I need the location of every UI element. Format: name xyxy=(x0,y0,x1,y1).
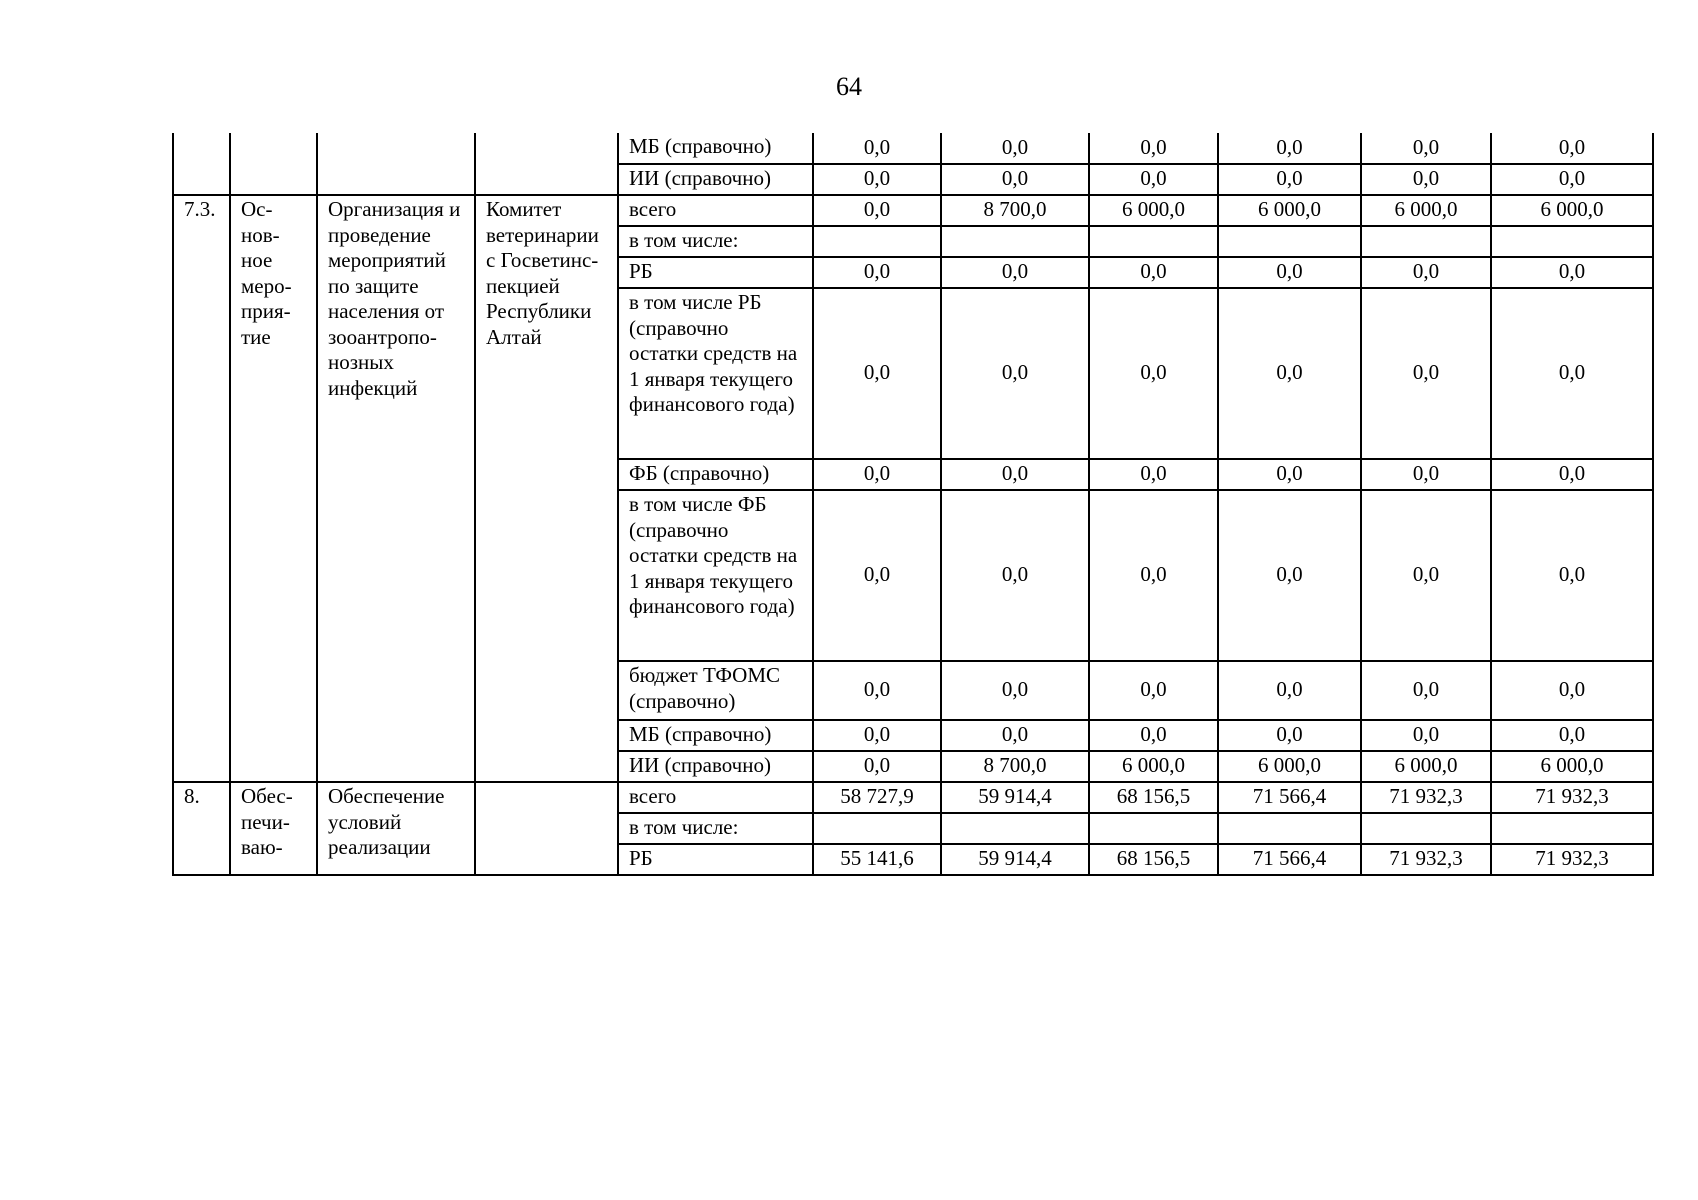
value-cell-year-5: 0,0 xyxy=(1361,459,1491,490)
measure-name-cell: Организация и проведение мероприятий по защите населения от зооантропо-нозных инфекций xyxy=(317,195,475,782)
value-cell-year-2: 59 914,4 xyxy=(941,782,1089,813)
funding-source-cell: всего xyxy=(618,195,813,226)
executor-cell xyxy=(475,782,618,875)
value-cell-year-6: 0,0 xyxy=(1491,720,1653,751)
value-cell-year-4: 0,0 xyxy=(1218,164,1361,195)
value-cell-year-3: 0,0 xyxy=(1089,288,1218,459)
table-row xyxy=(173,782,1653,813)
value-cell-year-3: 0,0 xyxy=(1089,490,1218,661)
value-cell-year-1: 55 141,6 xyxy=(813,844,941,875)
value-cell-year-6 xyxy=(1491,813,1653,844)
value-cell-year-2: 8 700,0 xyxy=(941,751,1089,782)
section-number-cell: 8. xyxy=(173,782,230,875)
value-cell-year-3: 6 000,0 xyxy=(1089,195,1218,226)
funding-source-cell: в том числе: xyxy=(618,813,813,844)
value-cell-year-5: 0,0 xyxy=(1361,133,1491,164)
value-cell-year-3: 0,0 xyxy=(1089,459,1218,490)
funding-source-cell: ФБ (справочно) xyxy=(618,459,813,490)
value-cell-year-2: 0,0 xyxy=(941,257,1089,288)
value-cell-year-3: 0,0 xyxy=(1089,720,1218,751)
value-cell-year-6: 0,0 xyxy=(1491,490,1653,661)
value-cell-year-1: 0,0 xyxy=(813,133,941,164)
funding-source-cell: ИИ (справочно) xyxy=(618,164,813,195)
value-cell-year-2: 0,0 xyxy=(941,720,1089,751)
number-cell xyxy=(173,133,230,195)
value-cell-year-1: 0,0 xyxy=(813,164,941,195)
value-cell-year-6: 0,0 xyxy=(1491,133,1653,164)
executor-cell: Комитет ветеринарии с Госветинс-пекцией Республики Алтай xyxy=(475,195,618,782)
value-cell-year-3 xyxy=(1089,226,1218,257)
value-cell-year-1 xyxy=(813,226,941,257)
funding-source-cell: РБ xyxy=(618,257,813,288)
value-cell-year-4: 0,0 xyxy=(1218,288,1361,459)
value-cell-year-3: 68 156,5 xyxy=(1089,844,1218,875)
value-cell-year-2: 0,0 xyxy=(941,459,1089,490)
value-cell-year-6: 0,0 xyxy=(1491,459,1653,490)
value-cell-year-5: 0,0 xyxy=(1361,720,1491,751)
value-cell-year-3: 6 000,0 xyxy=(1089,751,1218,782)
value-cell-year-5 xyxy=(1361,813,1491,844)
value-cell-year-2: 0,0 xyxy=(941,490,1089,661)
section-number-cell: 7.3. xyxy=(173,195,230,782)
value-cell-year-4: 0,0 xyxy=(1218,661,1361,720)
value-cell-year-6: 6 000,0 xyxy=(1491,195,1653,226)
value-cell-year-3: 0,0 xyxy=(1089,164,1218,195)
value-cell-year-6: 71 932,3 xyxy=(1491,782,1653,813)
value-cell-year-4: 0,0 xyxy=(1218,720,1361,751)
value-cell-year-2: 59 914,4 xyxy=(941,844,1089,875)
table-row xyxy=(173,133,1653,164)
value-cell-year-2: 0,0 xyxy=(941,133,1089,164)
value-cell-year-3 xyxy=(1089,813,1218,844)
value-cell-year-5: 6 000,0 xyxy=(1361,195,1491,226)
value-cell-year-3: 0,0 xyxy=(1089,257,1218,288)
value-cell-year-6: 0,0 xyxy=(1491,288,1653,459)
value-cell-year-4: 0,0 xyxy=(1218,133,1361,164)
value-cell-year-1: 0,0 xyxy=(813,751,941,782)
value-cell-year-5 xyxy=(1361,226,1491,257)
funding-source-cell: МБ (справочно) xyxy=(618,720,813,751)
page-number: 64 xyxy=(836,72,862,101)
budget-table xyxy=(172,133,1654,876)
value-cell-year-1: 0,0 xyxy=(813,490,941,661)
measure-status-cell: Ос- нов- ное меро- прия- тие xyxy=(230,195,317,782)
value-cell-year-1: 58 727,9 xyxy=(813,782,941,813)
value-cell-year-3: 0,0 xyxy=(1089,133,1218,164)
value-cell-year-1 xyxy=(813,813,941,844)
table-row xyxy=(173,195,1653,226)
value-cell-year-5: 0,0 xyxy=(1361,164,1491,195)
value-cell-year-6 xyxy=(1491,226,1653,257)
value-cell-year-1: 0,0 xyxy=(813,720,941,751)
funding-source-cell: в том числе: xyxy=(618,226,813,257)
value-cell-year-2: 8 700,0 xyxy=(941,195,1089,226)
status-cell xyxy=(230,133,317,195)
funding-source-cell: ИИ (справочно) xyxy=(618,751,813,782)
measure-name-cell: Обеспечение условий реализации xyxy=(317,782,475,875)
value-cell-year-3: 68 156,5 xyxy=(1089,782,1218,813)
funding-source-cell: РБ xyxy=(618,844,813,875)
value-cell-year-2: 0,0 xyxy=(941,164,1089,195)
value-cell-year-6: 0,0 xyxy=(1491,257,1653,288)
value-cell-year-5: 71 932,3 xyxy=(1361,782,1491,813)
value-cell-year-6: 0,0 xyxy=(1491,164,1653,195)
value-cell-year-5: 71 932,3 xyxy=(1361,844,1491,875)
value-cell-year-5: 6 000,0 xyxy=(1361,751,1491,782)
funding-source-cell: всего xyxy=(618,782,813,813)
funding-source-cell: в том числе РБ (справочно остатки средств на 1 января текущего финансового года) xyxy=(618,288,813,459)
value-cell-year-3: 0,0 xyxy=(1089,661,1218,720)
funding-source-cell: МБ (справочно) xyxy=(618,133,813,164)
value-cell-year-2: 0,0 xyxy=(941,288,1089,459)
value-cell-year-4: 71 566,4 xyxy=(1218,844,1361,875)
value-cell-year-6: 71 932,3 xyxy=(1491,844,1653,875)
value-cell-year-1: 0,0 xyxy=(813,661,941,720)
value-cell-year-5: 0,0 xyxy=(1361,257,1491,288)
value-cell-year-4 xyxy=(1218,813,1361,844)
value-cell-year-4 xyxy=(1218,226,1361,257)
measure-status-cell: Обес- печи- ваю- xyxy=(230,782,317,875)
value-cell-year-4: 0,0 xyxy=(1218,490,1361,661)
value-cell-year-4: 0,0 xyxy=(1218,459,1361,490)
value-cell-year-4: 71 566,4 xyxy=(1218,782,1361,813)
value-cell-year-4: 6 000,0 xyxy=(1218,751,1361,782)
value-cell-year-4: 0,0 xyxy=(1218,257,1361,288)
funding-source-cell: в том числе ФБ (справочно остатки средств на 1 января текущего финансового года) xyxy=(618,490,813,661)
value-cell-year-6: 0,0 xyxy=(1491,661,1653,720)
value-cell-year-1: 0,0 xyxy=(813,257,941,288)
value-cell-year-1: 0,0 xyxy=(813,195,941,226)
value-cell-year-5: 0,0 xyxy=(1361,288,1491,459)
executor-cell xyxy=(475,133,618,195)
value-cell-year-6: 6 000,0 xyxy=(1491,751,1653,782)
value-cell-year-4: 6 000,0 xyxy=(1218,195,1361,226)
value-cell-year-5: 0,0 xyxy=(1361,661,1491,720)
name-cell xyxy=(317,133,475,195)
value-cell-year-1: 0,0 xyxy=(813,459,941,490)
value-cell-year-1: 0,0 xyxy=(813,288,941,459)
value-cell-year-2: 0,0 xyxy=(941,661,1089,720)
value-cell-year-5: 0,0 xyxy=(1361,490,1491,661)
value-cell-year-2 xyxy=(941,813,1089,844)
value-cell-year-2 xyxy=(941,226,1089,257)
funding-source-cell: бюджет ТФОМС (справочно) xyxy=(618,661,813,720)
